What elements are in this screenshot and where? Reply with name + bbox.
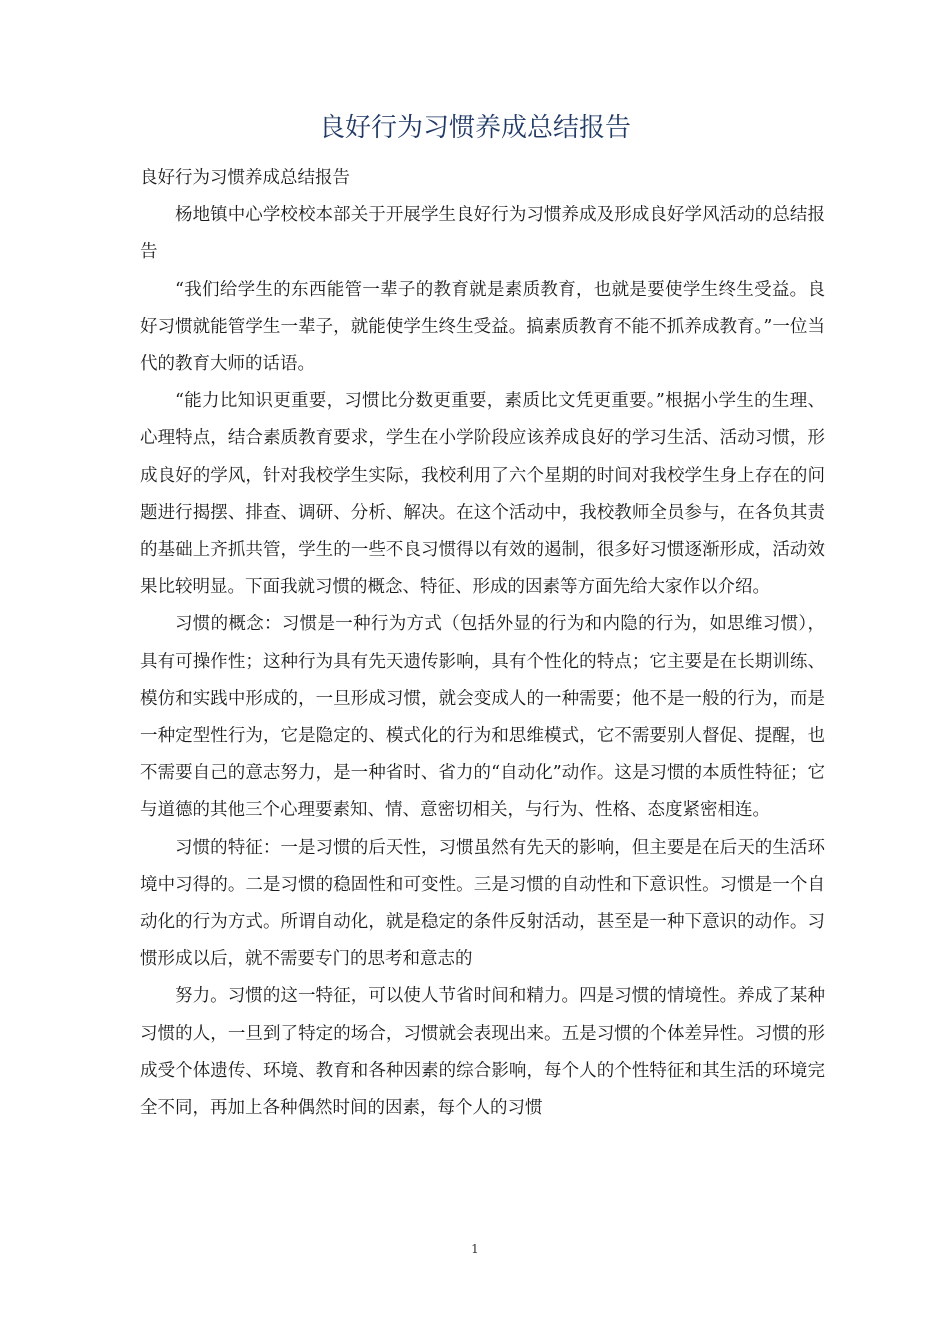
paragraph-heading: 良好行为习惯养成总结报告 <box>140 168 350 188</box>
document-body <box>140 160 825 1127</box>
paragraph-habit-concept: 习惯的概念：习惯是一种行为方式（包括外显的行为和内隐的行为，如思维习惯），具有可操作性；这种行为具有先天遗传影响，具有个性化的特点；它主要是在长期训练、模仿和实践中形成的，一旦形成习惯，就会变成人的一种需要；他不是一般的行为，而是一种定型性行为，它是隐定的、模式化的行为和思维模式，它不需要别人督促、提醒，也不需要自己的意志努力，是一种省时、省力的“自动化”动作。这是习惯的本质性特征；它与道德的其他三个心理要素知、情、意密切相关，与行为、性格、态度紧密相连。 <box>140 614 825 821</box>
paragraph-quote: “我们给学生的东西能管一辈子的教育就是素质教育，也就是要使学生终生受益。良好习惯就能管学生一辈子，就能使学生终生受益。搞素质教育不能不抓养成教育。”一位当代的教育大师的话语。 <box>140 279 825 375</box>
paragraph-habit-features-continued: 努力。习惯的这一特征，可以使人节省时间和精力。四是习惯的情境性。养成了某种习惯的人，一旦到了特定的场合，习惯就会表现出来。五是习惯的个体差异性。习惯的形成受个体遗传、环境、教育和各种因素的综合影响，每个人的个性特征和其生活的环境完全不同，再加上各种偶然时间的因素，每个人的习惯 <box>140 986 825 1119</box>
paragraph-habit-features: 习惯的特征：一是习惯的后天性，习惯虽然有先天的影响，但主要是在后天的生活环境中习得的。二是习惯的稳固性和可变性。三是习惯的自动性和下意识性。习惯是一个自动化的行为方式。所谓自动化，就是稳定的条件反射活动，甚至是一种下意识的动作。习惯形成以后，就不需要专门的思考和意志的 <box>140 837 825 970</box>
paragraph-introduction: “能力比知识更重要，习惯比分数更重要，素质比文凭更重要。”根据小学生的生理、心理特点，结合素质教育要求，学生在小学阶段应该养成良好的学习生活、活动习惯，形成良好的学风，针对我校学生实际，我校利用了六个星期的时间对我校学生身上存在的问题进行揭摆、排查、调研、分析、解决。在这个活动中，我校教师全员参与，在各负其责的基础上齐抓共管，学生的一些不良习惯得以有效的遏制，很多好习惯逐渐形成，活动效果比较明显。下面我就习惯的概念、特征、形成的因素等方面先给大家作以介绍。 <box>140 391 825 598</box>
document-title: 良好行为习惯养成总结报告 <box>318 113 631 143</box>
page-number: 1 <box>471 1242 479 1256</box>
paragraph-report-title: 杨地镇中心学校校本部关于开展学生良好行为习惯养成及形成良好学风活动的总结报告 <box>140 205 825 263</box>
